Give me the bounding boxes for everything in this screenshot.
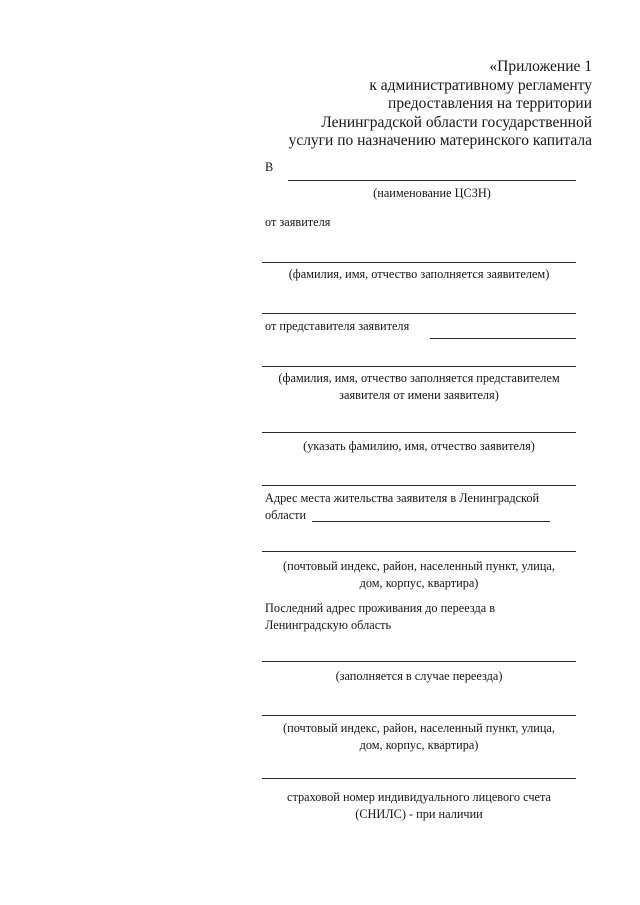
caption-if-moved: (заполняется в случае переезда) — [335, 669, 503, 683]
caption-postal-1: (почтовый индекс, район, населенный пункт, улица, дом, корпус, квартира) — [283, 559, 555, 590]
heading-line-5: услуги по назначению материнского капитала — [288, 132, 592, 150]
specify-fio-field[interactable] — [262, 432, 576, 433]
caption-snils: страховой номер индивидуального лицевого счета (СНИЛС) - при наличии — [287, 790, 551, 821]
heading-line-4: Ленинградской области государственной — [321, 113, 592, 131]
from-applicant-label: от заявителя — [265, 215, 331, 229]
caption-postal-2: (почтовый индекс, район, населенный пункт, улица, дом, корпус, квартира) — [283, 721, 555, 752]
last-address-field[interactable] — [262, 661, 576, 662]
heading-line-1: «Приложение 1 — [489, 58, 592, 75]
address-inline-field[interactable] — [312, 521, 550, 522]
heading-line-3: предоставления на территории — [388, 95, 592, 113]
from-representative-label: от представителя заявителя — [265, 319, 410, 333]
caption-czsn: (наименование ЦСЗН) — [373, 186, 491, 200]
applicant-extra-field[interactable] — [262, 313, 576, 314]
caption-fio-applicant: (фамилия, имя, отчество заполняется заявителем) — [288, 267, 550, 281]
caption-specify-fio: (указать фамилию, имя, отчество заявителя) — [303, 439, 535, 453]
representative-name-field[interactable] — [430, 338, 576, 339]
last-address-full-field[interactable] — [262, 715, 576, 716]
applicant-fio-field[interactable] — [262, 262, 576, 263]
czsn-name-field[interactable] — [288, 180, 576, 181]
caption-fio-representative: (фамилия, имя, отчество заполняется представителем заявителя от имени заявителя) — [278, 371, 560, 402]
heading-line-2: к административному регламенту — [369, 76, 592, 94]
address-full-field[interactable] — [262, 551, 576, 552]
appendix-heading — [232, 58, 592, 151]
address-label: Адрес места жительства заявителя в Ленинградской области — [265, 491, 540, 522]
to-prefix: В — [265, 160, 274, 174]
last-address-label: Последний адрес проживания до переезда в Ленинградскую область — [265, 601, 496, 632]
snils-field[interactable] — [262, 778, 576, 779]
representative-fio-field[interactable] — [262, 366, 576, 367]
specify-fio-extra-field[interactable] — [262, 485, 576, 486]
